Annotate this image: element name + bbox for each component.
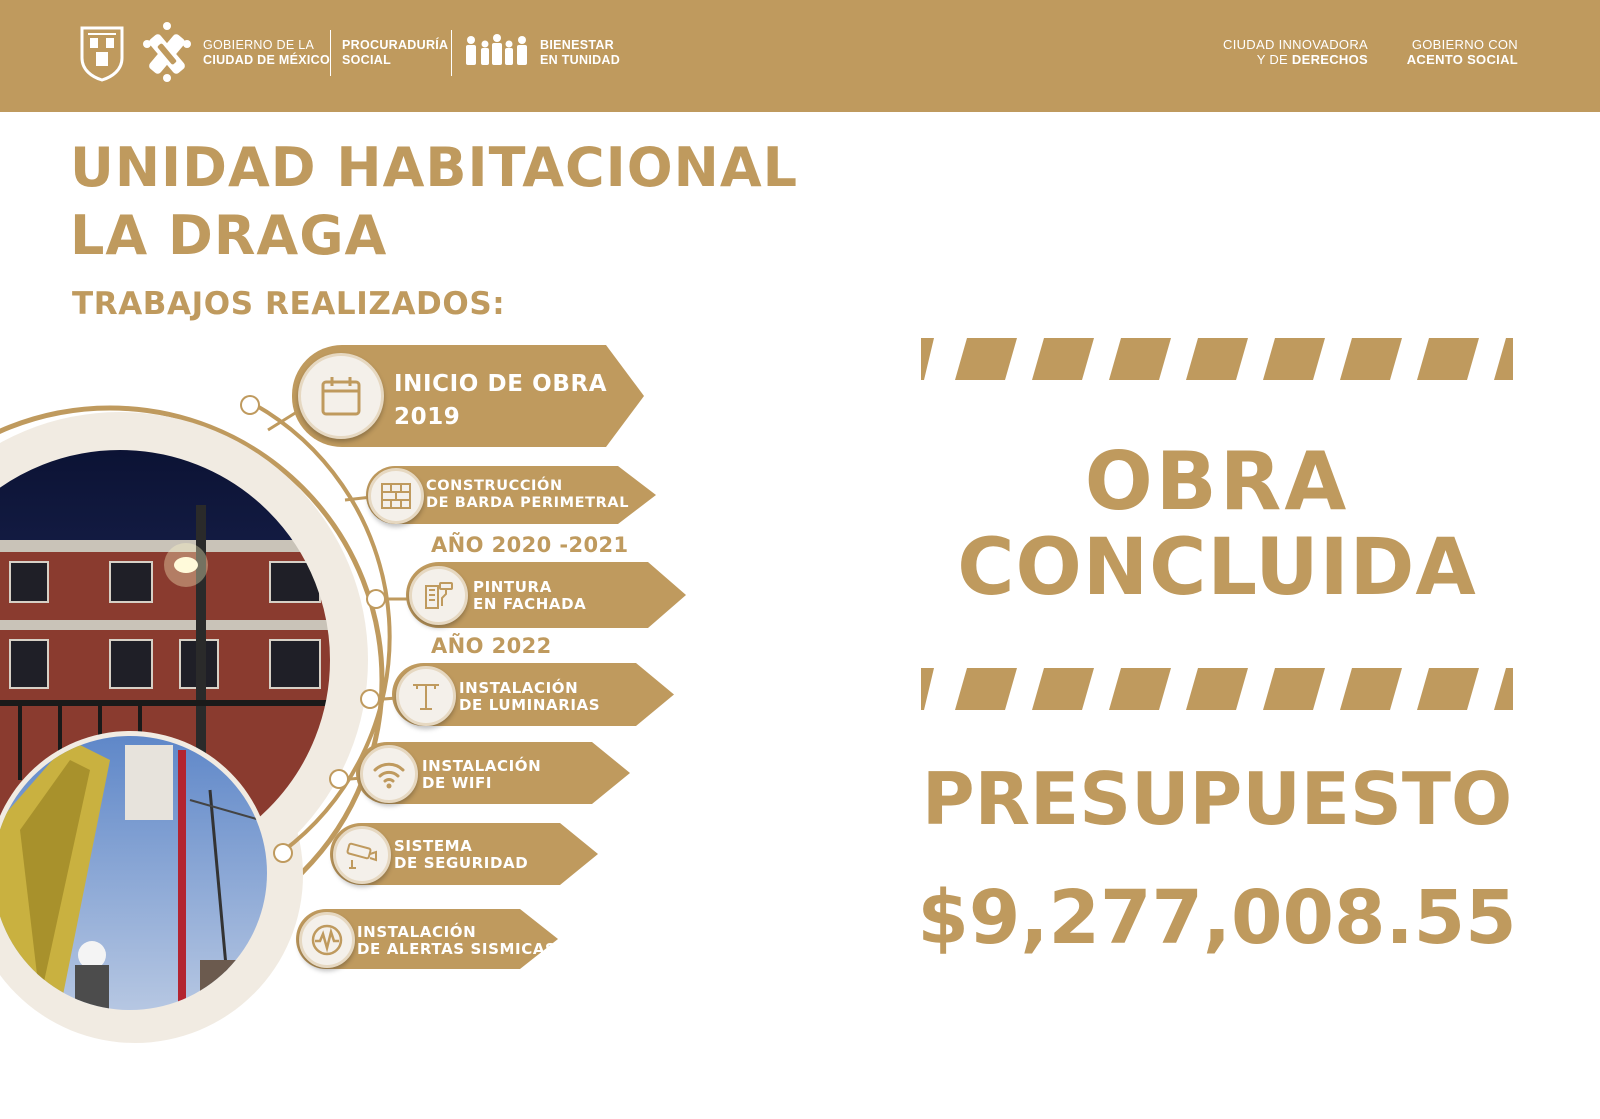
slogan1-line2-bold: DERECHOS [1291, 52, 1368, 67]
page-title-line1: UNIDAD HABITACIONAL [70, 136, 799, 199]
people-family-icon [463, 34, 529, 70]
hazard-stripe-bottom [921, 668, 1513, 710]
timeline-node [331, 771, 347, 787]
paint-roller-icon [423, 580, 455, 612]
year-label: AÑO 2022 [431, 634, 552, 658]
budget-label: PRESUPUESTO [921, 757, 1513, 841]
slogan2-line1: GOBIERNO CON [1411, 37, 1518, 52]
item-label-line2: DE LUMINARIAS [459, 696, 601, 714]
proc-line2: SOCIAL [342, 53, 392, 67]
slogan1-line2-pre: Y DE [1256, 52, 1292, 67]
item-label-line1: INSTALACIÓN [422, 757, 542, 775]
item-label-line2: DE WIFI [422, 774, 493, 792]
item-label-line1: PINTURA [473, 578, 552, 596]
item-label-line2: DE BARDA PERIMETRAL [426, 495, 630, 511]
budget-amount: $9,277,008.55 [917, 875, 1517, 961]
item-label-line1: CONSTRUCCIÓN [426, 478, 563, 494]
header-divider [330, 30, 331, 76]
item-label-line2: DE SEGURIDAD [394, 854, 529, 872]
item-label-line1: INSTALACIÓN [459, 679, 579, 697]
timeline-node [362, 691, 378, 707]
section-subtitle: TRABAJOS REALIZADOS: [72, 286, 506, 322]
timeline-item-icon-badge [396, 666, 456, 726]
cdmx-shield-icon [78, 24, 126, 82]
gov-line1: GOBIERNO DE LA [203, 38, 315, 52]
year-label: AÑO 2020 -2021 [431, 533, 629, 557]
wifi-icon [372, 759, 406, 789]
timeline-item-icon-badge [368, 468, 424, 524]
timeline-item-icon-badge [333, 826, 391, 884]
status-line1: OBRA [1084, 435, 1350, 528]
timeline-node [275, 845, 291, 861]
security-camera-icon [344, 840, 380, 870]
bienestar-line1: BIENESTAR [540, 38, 615, 52]
proc-line1: PROCURADURÍA [342, 38, 449, 52]
slogan2-line2: ACENTO SOCIAL [1406, 52, 1518, 67]
bienestar-line2: EN TUNIDAD [540, 53, 621, 67]
calendar-badge [298, 353, 384, 439]
timeline-node [368, 591, 384, 607]
item-label-line2: EN FACHADA [473, 595, 587, 613]
seismic-alert-icon [310, 923, 344, 957]
start-year: 2019 [394, 404, 461, 430]
street-lamp-icon [409, 679, 443, 713]
brick-wall-icon [381, 483, 411, 509]
timeline-item-icon-badge [360, 745, 418, 803]
calendar-icon [319, 374, 363, 418]
status-line2: CONCLUIDA [957, 523, 1477, 613]
item-label-line2: DE ALERTAS SISMICAS [357, 940, 557, 958]
header-bar [0, 0, 1600, 112]
header-divider [451, 30, 452, 76]
slogan1-line1: CIUDAD INNOVADORA [1223, 37, 1368, 52]
timeline-node [242, 397, 258, 413]
cdmx-logo-icon [140, 20, 194, 84]
timeline-item-icon-badge [299, 912, 355, 968]
page-title-line2: LA DRAGA [70, 204, 388, 267]
item-label-line1: INSTALACIÓN [357, 923, 477, 941]
hazard-stripe-top [921, 338, 1513, 380]
timeline-item-icon-badge [409, 566, 468, 625]
gov-line2: CIUDAD DE MÉXICO [203, 53, 331, 67]
start-label: INICIO DE OBRA [394, 371, 608, 397]
item-label-line1: SISTEMA [394, 837, 473, 855]
